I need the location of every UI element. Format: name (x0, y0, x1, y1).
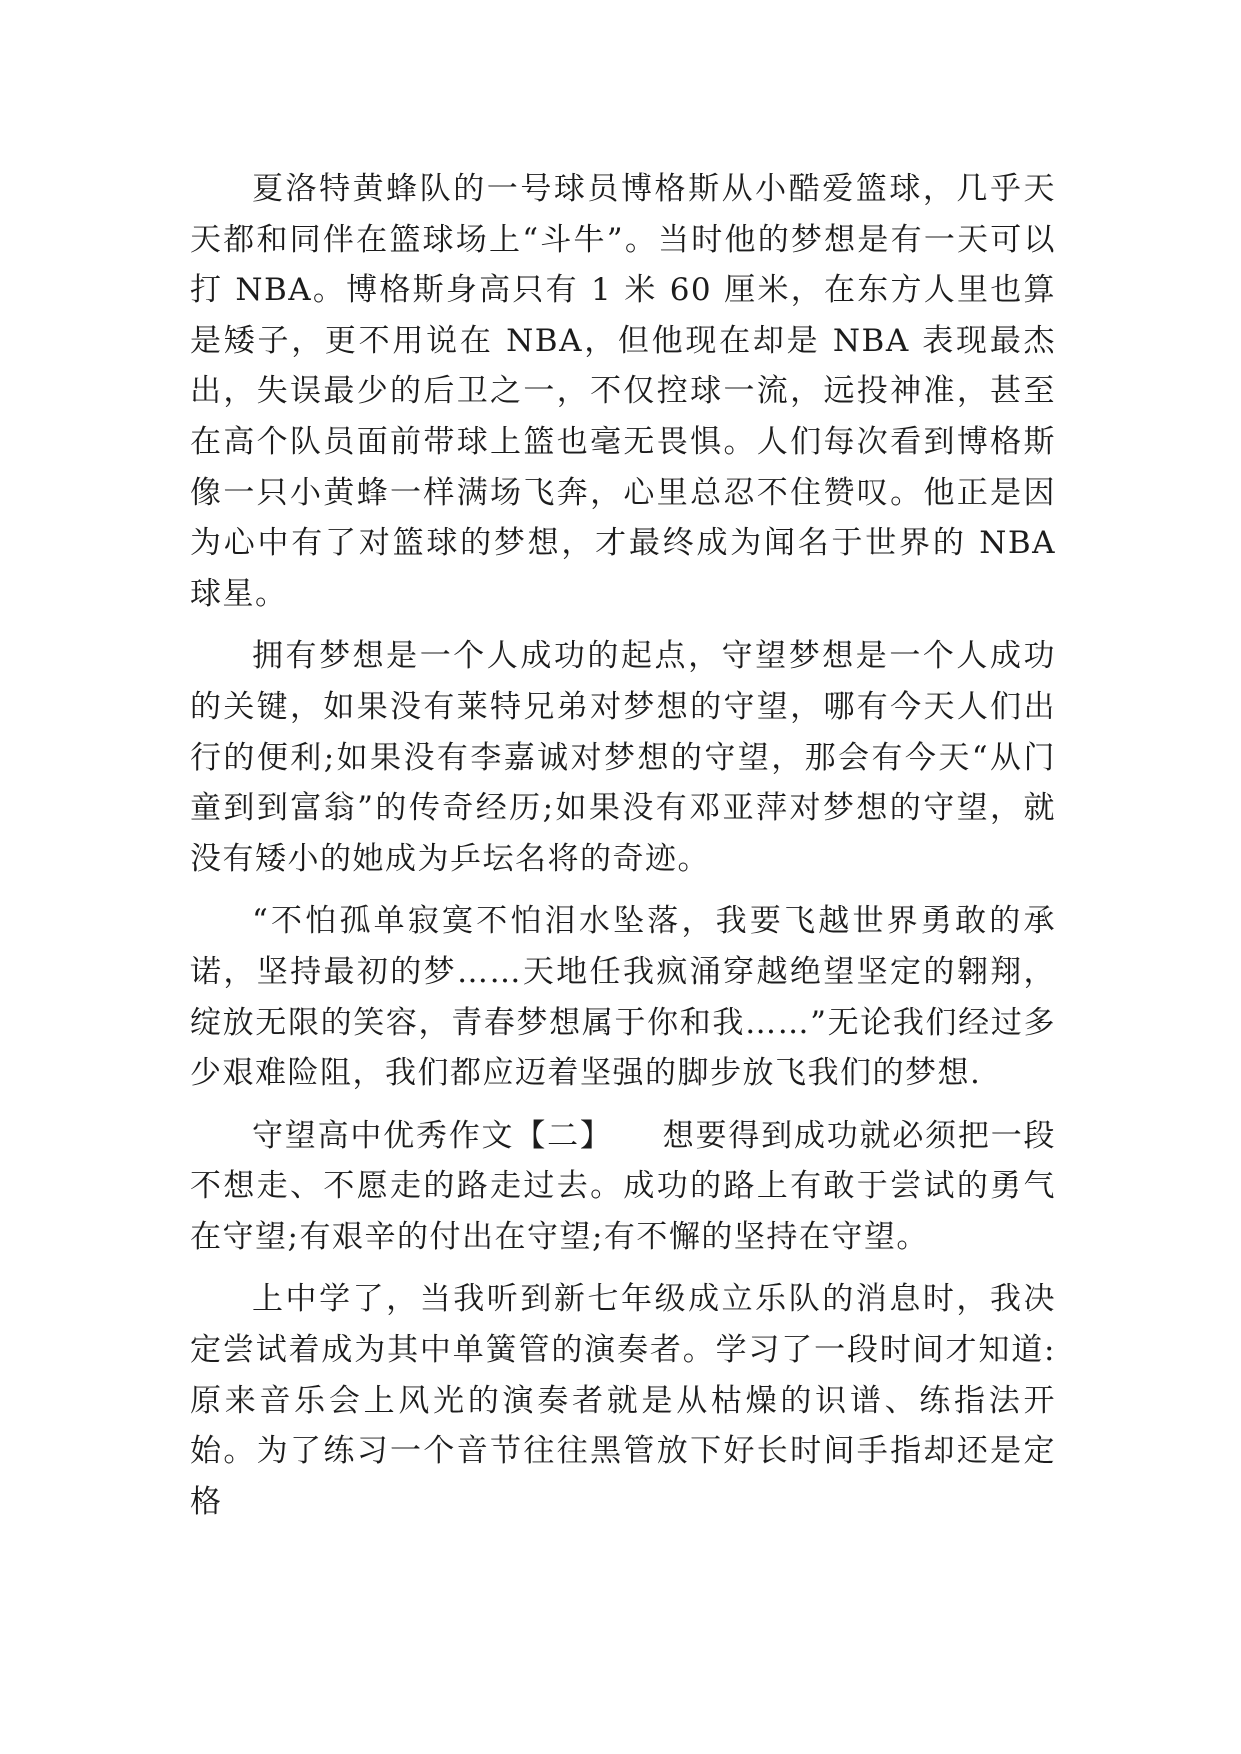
paragraph-essay-two-intro: 守望高中优秀作文【二】 想要得到成功就必须把一段不想走、不愿走的路走过去。成功的路上有敢于尝试的勇气在守望;有艰辛的付出在守望;有不懈的坚持在守望。 (190, 1117, 1056, 1255)
paragraph-bogues-story: 夏洛特黄蜂队的一号球员博格斯从小酷爱篮球，几乎天天都和同伴在篮球场上“斗牛”。当时他的梦想是有一天可以打 NBA。博格斯身高只有 1 米 60 厘米，在东方人里也算是矮子，更不用说在 NBA，但他现在却是 NBA 表现最杰出，失误最少的后卫之一，不仅控球一流，远投神准，甚至在高个队员面前带球上篮也毫无畏惧。人们每次看到博格斯像一只小黄蜂一样满场飞奔，心里总忍不住赞叹。他正是因为心中有了对篮球的梦想，才最终成为闻名于世界的 NBA 球星。 (190, 171, 1056, 612)
paragraph-clarinet-story: 上中学了，当我听到新七年级成立乐队的消息时，我决定尝试着成为其中单簧管的演奏者。学习了一段时间才知道:原来音乐会上风光的演奏者就是从枯燥的识谱、练指法开始。为了练习一个音节往往黑管放下好长时间手指却还是定格 (190, 1281, 1056, 1520)
document-body (190, 164, 1056, 1527)
paragraph-song-lyrics: “不怕孤单寂寞不怕泪水坠落，我要飞越世界勇敢的承诺，坚持最初的梦……天地任我疯涌穿越绝望坚定的翱翔，绽放无限的笑容，青春梦想属于你和我……”无论我们经过多少艰难险阻，我们都应迈着坚强的脚步放飞我们的梦想. (190, 903, 1056, 1092)
paragraph-dream-keeping: 拥有梦想是一个人成功的起点，守望梦想是一个人成功的关键，如果没有莱特兄弟对梦想的守望，哪有今天人们出行的便利;如果没有李嘉诚对梦想的守望，那会有今天“从门童到到富翁”的传奇经历;如果没有邓亚萍对梦想的守望，就没有矮小的她成为乒坛名将的奇迹。 (190, 638, 1056, 877)
